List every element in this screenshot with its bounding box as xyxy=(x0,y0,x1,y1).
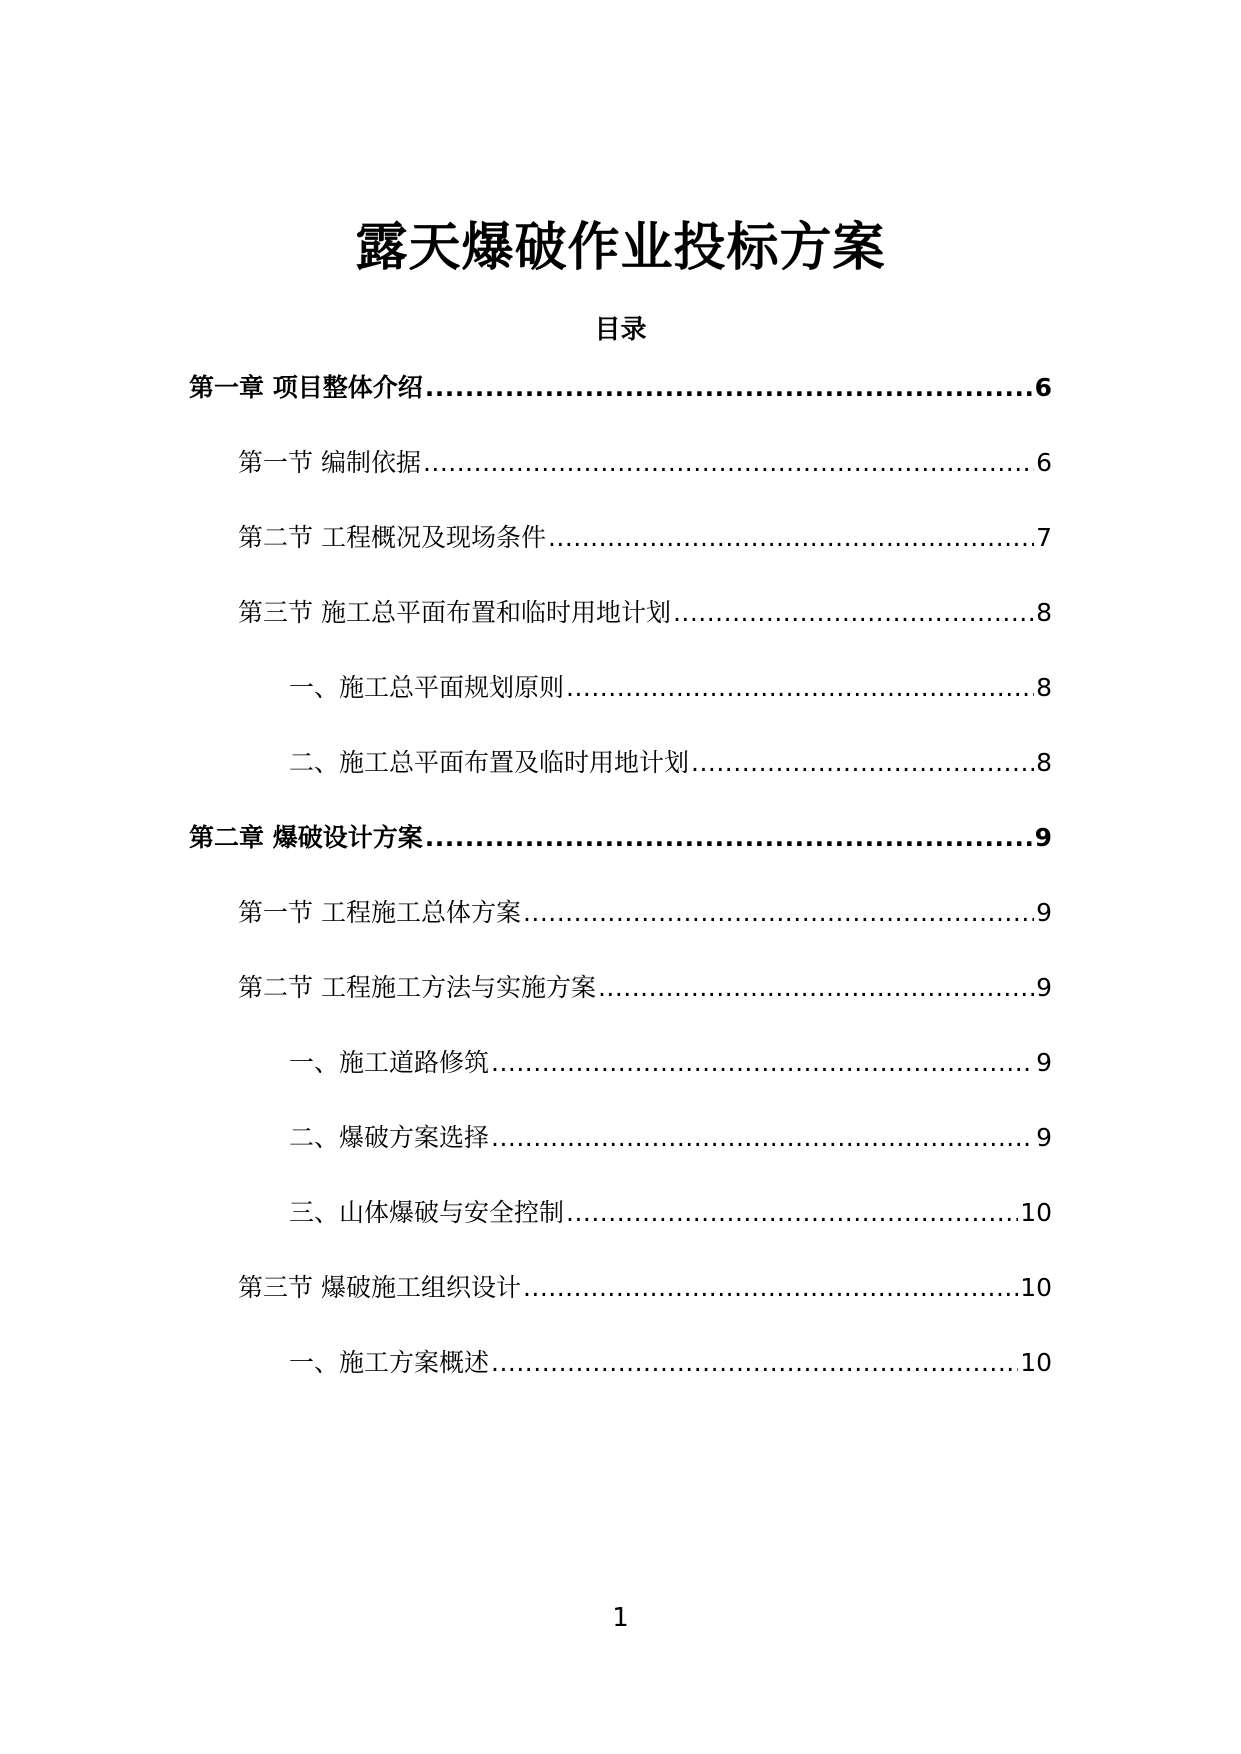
toc-entry-text: 一、施工总平面规划原则 xyxy=(289,673,565,702)
toc-leader-dots xyxy=(523,1270,1018,1306)
toc-heading: 目录 xyxy=(594,315,647,345)
toc-leader-dots xyxy=(598,970,1034,1006)
toc-entry-text: 一、施工方案概述 xyxy=(289,1348,490,1377)
toc-entry-text: 第一章 项目整体介绍 xyxy=(189,373,423,402)
toc-entry-page: 9 xyxy=(1034,823,1052,852)
toc-entry-page: 8 xyxy=(1036,748,1052,777)
toc-entry-text: 第一节 编制依据 xyxy=(238,448,421,477)
toc-entry-page: 8 xyxy=(1036,673,1052,702)
toc-entry-subsection[interactable] xyxy=(289,1195,1052,1231)
toc-leader-dots xyxy=(548,520,1034,556)
toc-entry-section[interactable] xyxy=(238,520,1052,556)
toc-entry-text: 一、施工道路修筑 xyxy=(289,1048,490,1077)
toc-leader-dots xyxy=(566,670,1034,706)
toc-entry-page: 6 xyxy=(1036,448,1052,477)
page-title: 露天爆破作业投标方案 xyxy=(355,217,886,278)
toc-entry-page: 9 xyxy=(1036,1048,1052,1077)
toc-leader-dots xyxy=(425,370,1033,406)
toc-entry-text: 第二节 工程施工方法与实施方案 xyxy=(238,973,596,1002)
toc-leader-dots xyxy=(523,895,1034,931)
toc-leader-dots xyxy=(691,745,1034,781)
toc-entry-page: 9 xyxy=(1036,898,1052,927)
toc-entry-page: 10 xyxy=(1020,1198,1052,1227)
toc-entry-text: 二、爆破方案选择 xyxy=(289,1123,490,1152)
toc-entry-section[interactable] xyxy=(238,970,1052,1006)
toc-leader-dots xyxy=(423,445,1034,481)
toc-leader-dots xyxy=(491,1045,1034,1081)
toc-entry-page: 8 xyxy=(1036,598,1052,627)
toc-entry-text: 第二节 工程概况及现场条件 xyxy=(238,523,546,552)
toc-entry-page: 10 xyxy=(1020,1273,1052,1302)
toc-entry-text: 第三节 施工总平面布置和临时用地计划 xyxy=(238,598,671,627)
toc-leader-dots xyxy=(491,1120,1034,1156)
toc-entry-text: 第二章 爆破设计方案 xyxy=(189,823,423,852)
toc-leader-dots xyxy=(425,820,1033,856)
toc-entry-subsection[interactable] xyxy=(289,670,1052,706)
toc-entry-text: 二、施工总平面布置及临时用地计划 xyxy=(289,748,690,777)
toc-entry-text: 第三节 爆破施工组织设计 xyxy=(238,1273,521,1302)
page-number: 1 xyxy=(612,1603,629,1633)
toc-entry-section[interactable] xyxy=(238,895,1052,931)
toc-entry-text: 三、山体爆破与安全控制 xyxy=(289,1198,565,1227)
toc-entry-text: 第一节 工程施工总体方案 xyxy=(238,898,521,927)
toc-entry-chapter-2[interactable] xyxy=(189,820,1052,856)
toc-leader-dots xyxy=(491,1345,1018,1381)
toc-entry-page: 6 xyxy=(1034,373,1052,402)
toc-entry-chapter-1[interactable] xyxy=(189,370,1052,406)
toc-entry-page: 7 xyxy=(1036,523,1052,552)
toc-entry-section[interactable] xyxy=(238,1270,1052,1306)
toc-entry-subsection[interactable] xyxy=(289,745,1052,781)
toc-entry-page: 10 xyxy=(1020,1348,1052,1377)
toc-entry-section[interactable] xyxy=(238,595,1052,631)
toc-entry-section[interactable] xyxy=(238,445,1052,481)
toc-entry-page: 9 xyxy=(1036,973,1052,1002)
toc-leader-dots xyxy=(673,595,1034,631)
toc-entry-subsection[interactable] xyxy=(289,1345,1052,1381)
toc-entry-page: 9 xyxy=(1036,1123,1052,1152)
toc-entry-subsection[interactable] xyxy=(289,1045,1052,1081)
toc-leader-dots xyxy=(566,1195,1018,1231)
toc-entry-subsection[interactable] xyxy=(289,1120,1052,1156)
